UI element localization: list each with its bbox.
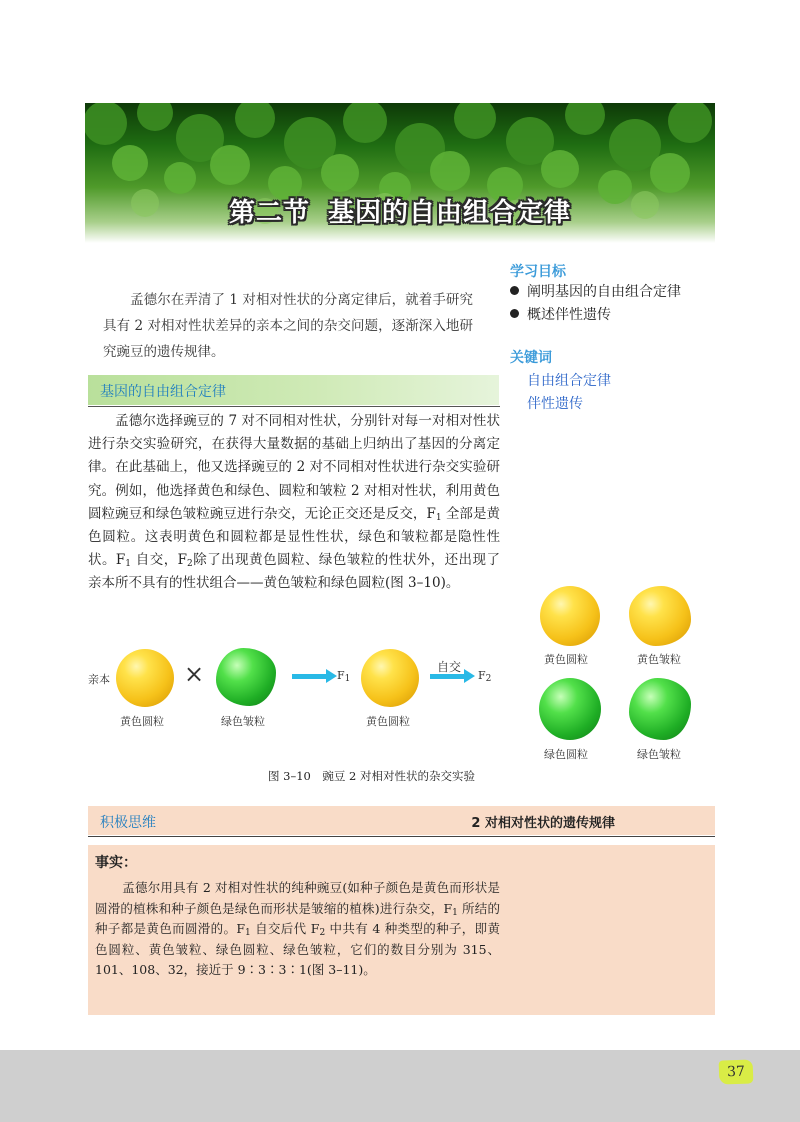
pea-label: 黄色圆粒: [120, 715, 164, 728]
selfing-label: 自交: [437, 660, 462, 674]
bullet-icon: [510, 309, 519, 318]
pea-label: 黄色皱粒: [637, 653, 681, 666]
cross-symbol: ×: [184, 660, 205, 688]
intro-paragraph: [103, 287, 473, 365]
f2-green-round-pea: [539, 678, 601, 740]
body-paragraph: 孟德尔选择豌豆的 7 对不同相对性状，分别针对每一对相对性状进行杂交实验研究，在获得大量数据的基础上归纳出了基因的分离定律。在此基础上，他又选择豌豆的 2 对不同相对性状进行杂交实验研究。例如，他选择黄色和绿色、圆粒和皱粒 2 对相对性状，利用黄色圆粒豌豆和绿色皱粒豌豆进行杂交，无论正交还是反交，$F_1$ 全部是黄色圆粒。这表明黄色和圆粒都是显性性状，绿色和皱粒都是隐性性状。$F_1$ 自交，$F_2$除了出现黄色圆粒、绿色皱粒的性状外，还出现了亲本所不具有的性状组合——黄色皱粒和绿色圆粒(图 3–10)。: [88, 413, 500, 592]
f2-green-wrinkled-pea: [629, 678, 691, 740]
keywords-heading: 关键词: [510, 350, 552, 366]
goal-item: 概述伴性遗传: [510, 304, 611, 327]
figure-caption: 图 3–10 豌豆 2 对相对性状的杂交实验: [268, 769, 475, 783]
pea-label: 绿色皱粒: [221, 715, 265, 728]
pea-label: 黄色圆粒: [366, 715, 410, 728]
section-title: [85, 192, 715, 232]
f2-yellow-round-pea: [540, 586, 600, 646]
arrow-icon: [430, 674, 466, 679]
thinking-label: 积极思维: [100, 815, 156, 831]
intro-text: 孟德尔在弄清了 1 对相对性状的分离定律后，就着手研究具有 2 对相对性状差异的亲本之间的杂交问题，逐渐深入地研究豌豆的遗传规律。: [103, 292, 473, 360]
subsection-divider: [88, 406, 500, 407]
pea-label: 绿色皱粒: [637, 748, 681, 761]
section-number: 第二节: [228, 198, 310, 228]
page-number: 37: [719, 1059, 754, 1084]
parent-label: 亲本: [88, 673, 110, 686]
subsection-title: 基因的自由组合定律: [100, 384, 226, 400]
goal-item: 阐明基因的自由组合定律: [510, 281, 681, 304]
pea-label: 黄色圆粒: [544, 653, 588, 666]
thinking-divider: [88, 836, 715, 837]
keyword-item: 伴性遗传: [527, 396, 583, 412]
pea-label: 绿色圆粒: [544, 748, 588, 761]
page-footer: [0, 1050, 800, 1122]
yellow-round-pea: [116, 649, 174, 707]
bullet-icon: [510, 286, 519, 295]
section-name: 基因的自由组合定律: [328, 198, 572, 228]
thinking-title: 2 对相对性状的遗传规律: [471, 816, 615, 831]
f1-yellow-round-pea: [361, 649, 419, 707]
fact-label: 事实：: [95, 855, 137, 871]
f1-label: $F_1$: [337, 669, 351, 684]
keyword-item: 自由组合定律: [527, 373, 611, 389]
goals-heading: 学习目标: [510, 264, 566, 280]
f2-yellow-wrinkled-pea: [629, 586, 691, 646]
green-wrinkled-pea: [216, 648, 276, 706]
fact-paragraph: 孟德尔用具有 2 对相对性状的纯种豌豆(如种子颜色是黄色而形状是圆滑的植株和种子颜色是绿色而形状是皱缩的植株)进行杂交，$F_1$ 所结的种子都是黄色而圆滑的。$F_1$ 自交后代 $F_2$ 中共有 4 种类型的种子，即黄色圆粒、黄色皱粒、绿色圆粒、绿色皱粒，它们的数目分别为 315、101、108、32，接近于 9∶3∶3∶1(图 3–11)。: [95, 880, 501, 978]
arrow-icon: [292, 674, 328, 679]
f2-label: $F_2$: [478, 669, 492, 684]
